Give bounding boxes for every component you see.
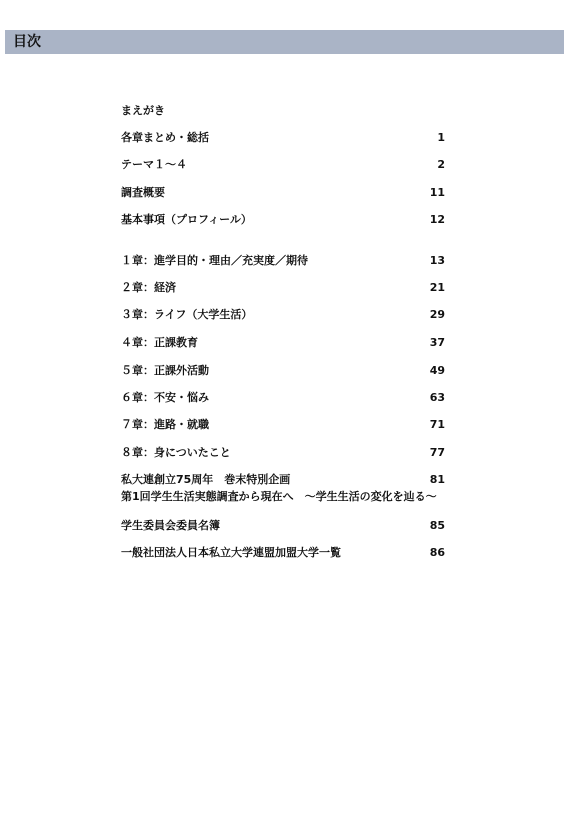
toc-entry-label: テーマ１～４ [121,158,187,171]
toc-entry-label: 調査概要 [121,186,165,199]
toc-entry-subtitle: 第1回学生生活実態調査から現在へ ～学生生活の変化を辿る～ [121,490,437,503]
toc-entry-page: 77 [429,446,445,459]
toc-entry-page: 1 [437,131,445,144]
toc-entry-page: 85 [429,519,445,532]
toc-entry-page: 13 [429,254,445,267]
toc-entry-page: 21 [429,281,445,294]
toc-entry-label: ４章：正課教育 [121,336,198,349]
toc-entry-label: ８章：身についたこと [121,446,231,459]
toc-entry-label: 学生委員会委員名簿 [121,519,220,532]
toc-entry-label: ３章：ライフ（大学生活） [121,308,253,321]
toc-entry-label: 基本事項（プロフィール） [121,213,252,226]
toc-entry-page: 2 [437,158,445,171]
toc-entry-page: 81 [429,473,445,486]
toc-entry-label: １章：進学目的・理由／充実度／期待 [121,254,308,267]
toc-entry-page: 29 [429,308,445,321]
toc-entry-label: ６章：不安・悩み [121,391,209,404]
toc-entry-label: ２章：経済 [121,281,176,294]
toc-entry-label: 一般社団法人日本私立大学連盟加盟大学一覧 [121,546,341,559]
toc-entry-label: 各章まとめ・総括 [121,131,209,144]
toc-entry-page: 49 [429,364,445,377]
toc-entry-page: 12 [429,213,445,226]
toc-entry-page: 11 [429,186,445,199]
toc-entry-label: ５章：正課外活動 [121,364,209,377]
toc-entry-label: まえがき [121,104,165,117]
toc-entry-label: 私大連創立75周年 巻末特別企画 [121,473,291,486]
toc-entry-label: ７章：進路・就職 [121,418,209,431]
page-title: 目次 [13,34,41,50]
toc-entry-page: 86 [429,546,445,559]
toc-entry-page: 37 [429,336,445,349]
toc-entry-page: 71 [429,418,445,431]
toc-entry-page: 63 [429,391,445,404]
